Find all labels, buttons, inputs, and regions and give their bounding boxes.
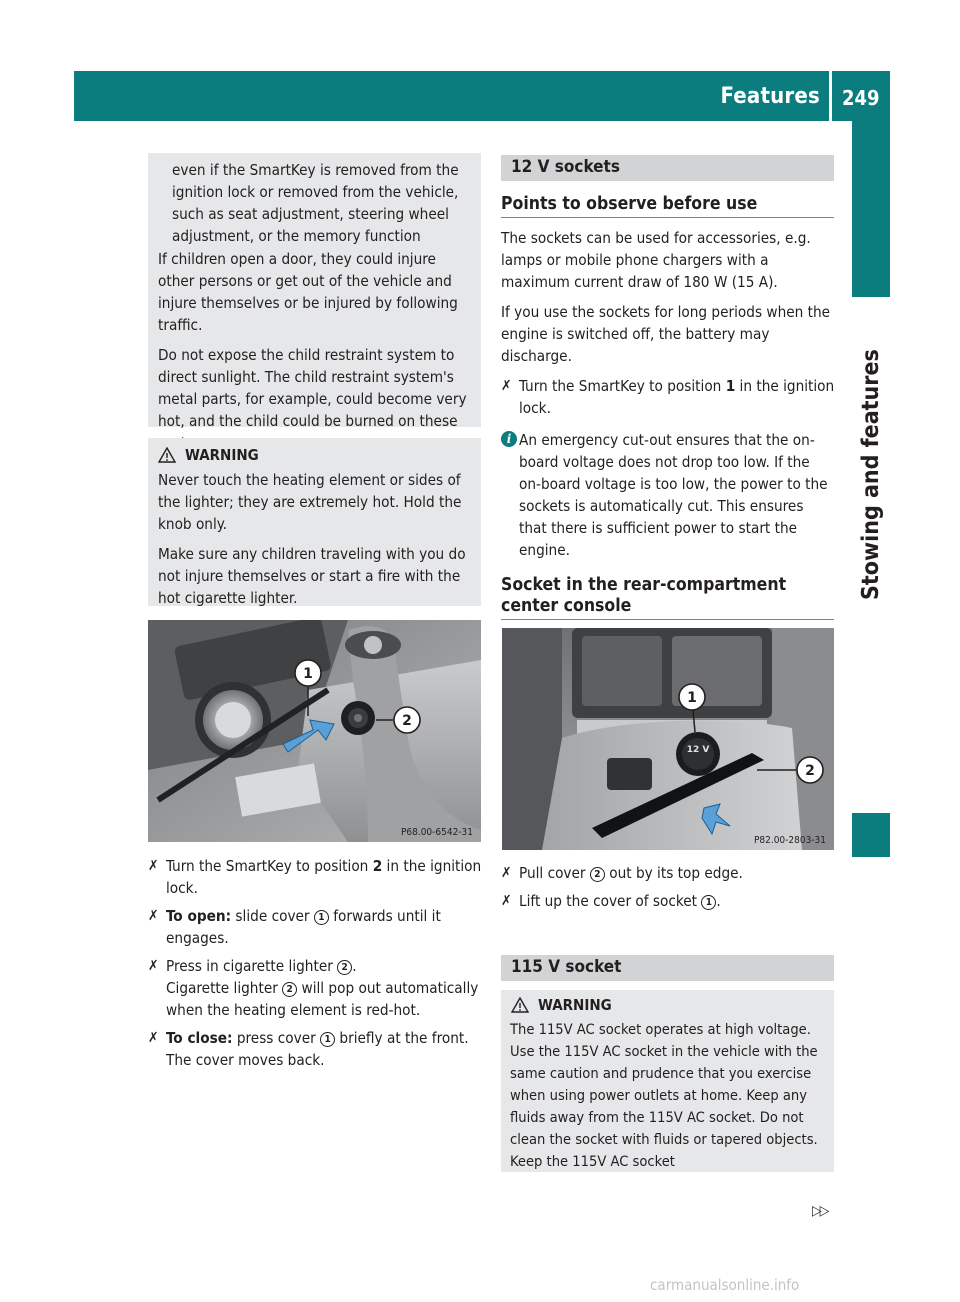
ref-2: 2 (337, 960, 352, 975)
continued-line: adjustment, or the memory function (172, 227, 421, 245)
center-console-illustration (148, 620, 481, 842)
chapter-title: Features (720, 84, 820, 109)
section-title: 115 V socket (511, 957, 622, 977)
ref-1: 1 (314, 910, 329, 925)
bullet-arrow-icon: ✗ (148, 958, 159, 974)
lighter-instructions (148, 855, 482, 1071)
ref-1: 1 (701, 895, 716, 910)
ref-1: 1 (320, 1032, 335, 1047)
cigarette-lighter-photo (148, 620, 481, 842)
header-divider (829, 71, 832, 121)
continued-line: such as seat adjustment, steering wheel (172, 205, 449, 223)
side-tab (852, 121, 890, 297)
subheading-points: Points to observe before use (501, 194, 758, 214)
bullet-arrow-icon: ✗ (148, 908, 159, 924)
section-heading-12v (501, 155, 834, 181)
sunlight-paragraph: Do not expose the child restraint system to direct sunlight. The child restraint system's metal parts, for example, could become very hot, and the child could be burned on these (158, 346, 467, 430)
children-fire-paragraph: Make sure any children traveling with you do not injure themselves or start a fire with the hot cigarette lighter. (158, 545, 466, 607)
socket-label: 12 V (686, 745, 710, 755)
high-voltage-paragraph: The 115V AC socket operates at high voltage. Use the 115V AC socket in the vehicle with the same caution and prudence that you exercise when using power outlets at home. Keep any fluids away from the 115V AC socket. Do not clean the socket with fluids or tapered objects. Keep the 115V AC socket (510, 1021, 818, 1170)
step-open-cover: ✗ To open: slide cover 1 forwards until it engages. (148, 907, 441, 947)
bullet-arrow-icon: ✗ (148, 1030, 159, 1046)
watermark: carmanualsonline.info (650, 1276, 800, 1294)
warning-triangle-icon (511, 997, 529, 1013)
warning-box-115v (501, 990, 834, 1172)
step-press-lighter: ✗ Press in cigarette lighter 2 . Cigarette lighter 2 will pop out automatically when the heating element is red-hot. (148, 957, 479, 1019)
warning-label: WARNING (185, 446, 259, 464)
side-tab-label: Stowing and features (858, 349, 884, 600)
safety-note-box (148, 153, 481, 430)
subheading-rear-socket: Socket in the rear-compartment center console (501, 575, 787, 616)
bullet-arrow-icon: ✗ (148, 858, 159, 874)
subheading-rule (501, 217, 834, 218)
info-note: i An emergency cut-out ensures that the on-board voltage does not drop too low. If the on-board voltage is too low, the power to the sockets is automatically cut. This ensures that there is sufficient power to start the engine. (501, 429, 835, 561)
warning-triangle-icon (158, 447, 176, 463)
callout-1: 1 (687, 690, 697, 706)
side-tab-marker (852, 813, 890, 857)
warning-heading (511, 995, 612, 1015)
step-lift-cover: ✗ Lift up the cover of socket 1 . (501, 892, 721, 910)
sockets-body (501, 227, 835, 561)
continued-line: ignition lock or removed from the vehicle, (172, 183, 459, 201)
rear-console-illustration (502, 628, 834, 850)
warning-box-lighter (148, 438, 481, 606)
bullet-arrow-icon: ✗ (501, 893, 512, 909)
figure-code: P82.00-2803-31 (753, 835, 826, 846)
callout-1: 1 (303, 666, 313, 682)
figure-code: P68.00-6542-31 (400, 827, 473, 838)
section-title: 12 V sockets (511, 157, 620, 177)
subheading-rule (501, 619, 834, 620)
step-turn-key: ✗ Turn the SmartKey to position 2 in the ignition lock. (148, 857, 482, 897)
callout-2: 2 (402, 713, 412, 729)
section-heading-115v (501, 955, 834, 981)
step-turn-key-right: ✗ Turn the SmartKey to position 1 in the ignition lock. (501, 377, 835, 417)
rear-socket-photo (502, 628, 834, 850)
lighter-hot-paragraph: Never touch the heating element or sides of the lighter; they are extremely hot. Hold the knob only. (158, 471, 462, 533)
sockets-usage-paragraph: The sockets can be used for accessories, e.g. lamps or mobile phone chargers with a maximum current draw of 180 W (15 A). (501, 229, 811, 291)
warning-heading (158, 445, 259, 465)
page-number: 249 (842, 86, 880, 110)
bullet-arrow-icon: ✗ (501, 865, 512, 881)
children-door-paragraph: If children open a door, they could injure other persons or get out of the vehicle and injure themselves or be injured by following traffic. (158, 250, 458, 334)
battery-paragraph: If you use the sockets for long periods when the engine is switched off, the battery may discharge. (501, 303, 831, 365)
step-close-cover: ✗ To close: press cover 1 briefly at the front. The cover moves back. (148, 1029, 469, 1069)
bullet-arrow-icon: ✗ (501, 378, 512, 394)
continue-arrow-icon: ▷▷ (812, 1203, 828, 1219)
warning-label: WARNING (538, 996, 612, 1014)
info-icon: i (501, 431, 517, 447)
continued-line: even if the SmartKey is removed from the (172, 161, 459, 179)
rear-socket-steps (501, 862, 835, 912)
ref-2: 2 (590, 867, 605, 882)
step-pull-cover: ✗ Pull cover 2 out by its top edge. (501, 864, 743, 882)
ref-2: 2 (282, 982, 297, 997)
callout-2: 2 (805, 763, 815, 779)
